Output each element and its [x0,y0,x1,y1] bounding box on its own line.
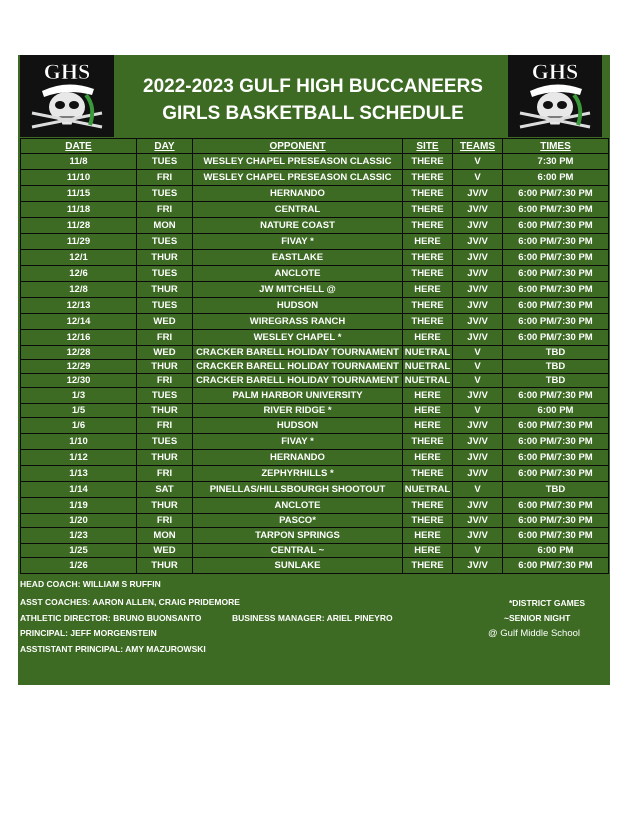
cell-opponent: HERNANDO [193,186,403,202]
cell-site: THERE [403,170,453,186]
cell-day: WED [137,544,193,558]
cell-site: THERE [403,298,453,314]
table-row [21,360,609,374]
table-row [21,418,609,434]
table-row [21,374,609,388]
cell-opponent: HUDSON [193,298,403,314]
cell-day: TUES [137,388,193,404]
cell-teams: V [453,360,503,374]
cell-opponent: WESLEY CHAPEL PRESEASON CLASSIC [193,154,403,170]
cell-day: FRI [137,170,193,186]
cell-day: THUR [137,498,193,514]
cell-teams: V [453,544,503,558]
cell-date: 11/18 [21,202,137,218]
cell-site: THERE [403,466,453,482]
pirate-skull-icon [20,55,114,137]
table-row [21,514,609,528]
cell-teams: JV/V [453,528,503,544]
legend-gulf-middle: @ Gulf Middle School [488,628,581,639]
cell-teams: V [453,482,503,498]
cell-date: 1/19 [21,498,137,514]
cell-opponent: PINELLAS/HILLSBOURGH SHOOTOUT [193,482,403,498]
cell-opponent: HERNANDO [193,450,403,466]
cell-date: 1/13 [21,466,137,482]
cell-date: 12/28 [21,346,137,360]
cell-site: NUETRAL [403,374,453,388]
header-date: DATE [21,139,137,154]
schedule-rows [21,154,609,574]
table-row [21,388,609,404]
cell-times: TBD [503,360,609,374]
cell-teams: JV/V [453,186,503,202]
cell-day: THUR [137,558,193,574]
cell-times: 6:00 PM/7:30 PM [503,314,609,330]
cell-teams: JV/V [453,314,503,330]
assistant-principal: ASSTISTANT PRINCIPAL: AMY MAZUROWSKI [20,644,206,654]
athletic-director: ATHLETIC DIRECTOR: BRUNO BUONSANTO [20,613,202,623]
cell-date: 12/29 [21,360,137,374]
table-row [21,298,609,314]
cell-teams: JV/V [453,514,503,528]
cell-times: 6:00 PM/7:30 PM [503,250,609,266]
cell-times: 6:00 PM/7:30 PM [503,266,609,282]
cell-times: 6:00 PM/7:30 PM [503,282,609,298]
cell-day: TUES [137,266,193,282]
cell-date: 1/26 [21,558,137,574]
table-row [21,170,609,186]
cell-date: 12/14 [21,314,137,330]
cell-site: HERE [403,404,453,418]
cell-date: 12/30 [21,374,137,388]
cell-site: THERE [403,314,453,330]
cell-teams: V [453,154,503,170]
cell-day: TUES [137,186,193,202]
cell-date: 11/28 [21,218,137,234]
cell-site: THERE [403,266,453,282]
cell-day: FRI [137,514,193,528]
cell-times: 6:00 PM/7:30 PM [503,186,609,202]
cell-site: HERE [403,418,453,434]
header-teams: TEAMS [453,139,503,154]
cell-site: THERE [403,250,453,266]
table-row [21,498,609,514]
title-line-1: 2022-2023 GULF HIGH BUCCANEERS [143,76,483,97]
cell-date: 11/29 [21,234,137,250]
table-row [21,528,609,544]
cell-opponent: WESLEY CHAPEL * [193,330,403,346]
cell-day: TUES [137,154,193,170]
cell-teams: V [453,346,503,360]
cell-teams: JV/V [453,266,503,282]
cell-opponent: PASCO* [193,514,403,528]
cell-times: 6:00 PM/7:30 PM [503,558,609,574]
cell-date: 1/25 [21,544,137,558]
cell-opponent: TARPON SPRINGS [193,528,403,544]
header-opponent: OPPONENT [193,139,403,154]
header-times: TIMES [503,139,609,154]
cell-day: WED [137,314,193,330]
cell-times: 6:00 PM [503,404,609,418]
schedule-sheet [18,55,610,685]
cell-date: 11/15 [21,186,137,202]
table-row [21,218,609,234]
school-logo-left [20,55,114,137]
cell-times: 6:00 PM/7:30 PM [503,528,609,544]
cell-opponent: SUNLAKE [193,558,403,574]
cell-times: 6:00 PM [503,544,609,558]
cell-date: 12/13 [21,298,137,314]
table-row [21,330,609,346]
cell-times: 6:00 PM/7:30 PM [503,218,609,234]
table-row [21,202,609,218]
cell-date: 12/6 [21,266,137,282]
cell-times: 6:00 PM/7:30 PM [503,234,609,250]
cell-opponent: HUDSON [193,418,403,434]
cell-teams: JV/V [453,466,503,482]
cell-day: FRI [137,374,193,388]
cell-site: THERE [403,218,453,234]
cell-date: 12/16 [21,330,137,346]
legend-district-games: *DISTRICT GAMES [509,598,586,608]
cell-site: THERE [403,186,453,202]
cell-site: HERE [403,234,453,250]
cell-date: 1/12 [21,450,137,466]
table-row [21,186,609,202]
cell-site: HERE [403,544,453,558]
principal: PRINCIPAL: JEFF MORGENSTEIN [20,628,157,638]
cell-date: 1/3 [21,388,137,404]
cell-teams: JV/V [453,388,503,404]
table-row [21,544,609,558]
cell-times: 6:00 PM/7:30 PM [503,298,609,314]
cell-site: THERE [403,154,453,170]
cell-site: THERE [403,434,453,450]
table-row [21,466,609,482]
schedule-table [20,138,609,574]
cell-times: 6:00 PM/7:30 PM [503,466,609,482]
cell-date: 1/23 [21,528,137,544]
cell-times: TBD [503,346,609,360]
cell-times: 6:00 PM/7:30 PM [503,418,609,434]
cell-day: THUR [137,450,193,466]
cell-opponent: CRACKER BARELL HOLIDAY TOURNAMENT [193,360,403,374]
cell-opponent: JW MITCHELL @ [193,282,403,298]
table-row [21,250,609,266]
cell-day: MON [137,528,193,544]
cell-site: NUETRAL [403,346,453,360]
cell-day: TUES [137,234,193,250]
cell-opponent: PALM HARBOR UNIVERSITY [193,388,403,404]
cell-times: 7:30 PM [503,154,609,170]
cell-opponent: ZEPHYRHILLS * [193,466,403,482]
cell-teams: JV/V [453,298,503,314]
table-row [21,404,609,418]
table-row [21,314,609,330]
title-line-2: GIRLS BASKETBALL SCHEDULE [162,103,464,124]
table-row [21,482,609,498]
cell-times: 6:00 PM/7:30 PM [503,330,609,346]
cell-opponent: CRACKER BARELL HOLIDAY TOURNAMENT [193,374,403,388]
cell-date: 1/5 [21,404,137,418]
cell-date: 11/10 [21,170,137,186]
cell-opponent: EASTLAKE [193,250,403,266]
cell-teams: V [453,404,503,418]
cell-times: 6:00 PM/7:30 PM [503,450,609,466]
table-row [21,282,609,298]
cell-opponent: WESLEY CHAPEL PRESEASON CLASSIC [193,170,403,186]
cell-teams: JV/V [453,498,503,514]
cell-teams: V [453,170,503,186]
cell-opponent: NATURE COAST [193,218,403,234]
cell-day: SAT [137,482,193,498]
cell-day: TUES [137,298,193,314]
cell-date: 1/10 [21,434,137,450]
cell-teams: JV/V [453,250,503,266]
cell-opponent: ANCLOTE [193,266,403,282]
cell-site: HERE [403,282,453,298]
table-row [21,154,609,170]
legend-senior-night: ~SENIOR NIGHT [504,613,571,623]
cell-date: 1/20 [21,514,137,528]
cell-day: MON [137,218,193,234]
cell-day: FRI [137,418,193,434]
table-row [21,450,609,466]
table-row [21,434,609,450]
cell-teams: JV/V [453,330,503,346]
cell-teams: JV/V [453,234,503,250]
cell-teams: JV/V [453,282,503,298]
cell-day: THUR [137,282,193,298]
cell-site: THERE [403,498,453,514]
cell-date: 12/1 [21,250,137,266]
cell-teams: JV/V [453,418,503,434]
table-header-row [21,139,609,154]
table-row [21,346,609,360]
cell-date: 12/8 [21,282,137,298]
cell-site: NUETRAL [403,482,453,498]
cell-teams: JV/V [453,450,503,466]
header-day: DAY [137,139,193,154]
cell-date: 1/6 [21,418,137,434]
cell-teams: JV/V [453,218,503,234]
table-row [21,558,609,574]
cell-date: 1/14 [21,482,137,498]
cell-day: WED [137,346,193,360]
cell-times: 6:00 PM/7:30 PM [503,202,609,218]
cell-opponent: RIVER RIDGE * [193,404,403,418]
cell-times: TBD [503,482,609,498]
cell-site: HERE [403,528,453,544]
cell-day: THUR [137,404,193,418]
cell-opponent: FIVAY * [193,234,403,250]
cell-times: 6:00 PM [503,170,609,186]
business-manager: BUSINESS MANAGER: ARIEL PINEYRO [232,613,393,623]
cell-times: 6:00 PM/7:30 PM [503,498,609,514]
cell-site: HERE [403,388,453,404]
cell-opponent: CENTRAL [193,202,403,218]
head-coach: HEAD COACH: WILLIAM S RUFFIN [20,579,161,589]
cell-day: THUR [137,360,193,374]
cell-teams: JV/V [453,202,503,218]
cell-opponent: FIVAY * [193,434,403,450]
cell-site: THERE [403,514,453,528]
pirate-skull-icon [508,55,602,137]
cell-opponent: WIREGRASS RANCH [193,314,403,330]
cell-site: HERE [403,450,453,466]
cell-opponent: CENTRAL ~ [193,544,403,558]
cell-teams: V [453,374,503,388]
cell-times: 6:00 PM/7:30 PM [503,434,609,450]
cell-date: 11/8 [21,154,137,170]
cell-times: 6:00 PM/7:30 PM [503,514,609,528]
school-logo-right [508,55,602,137]
cell-teams: JV/V [453,434,503,450]
cell-site: THERE [403,558,453,574]
cell-opponent: ANCLOTE [193,498,403,514]
table-row [21,266,609,282]
cell-day: FRI [137,330,193,346]
cell-day: FRI [137,466,193,482]
header-site: SITE [403,139,453,154]
cell-site: THERE [403,202,453,218]
schedule-title [118,73,508,127]
cell-day: TUES [137,434,193,450]
logo-text: GHS [43,59,91,84]
logo-text: GHS [531,59,579,84]
cell-site: HERE [403,330,453,346]
cell-site: NUETRAL [403,360,453,374]
cell-day: THUR [137,250,193,266]
asst-coaches: ASST COACHES: AARON ALLEN, CRAIG PRIDEMORE [20,597,240,607]
cell-times: 6:00 PM/7:30 PM [503,388,609,404]
cell-teams: JV/V [453,558,503,574]
cell-day: FRI [137,202,193,218]
cell-opponent: CRACKER BARELL HOLIDAY TOURNAMENT [193,346,403,360]
table-row [21,234,609,250]
cell-times: TBD [503,374,609,388]
